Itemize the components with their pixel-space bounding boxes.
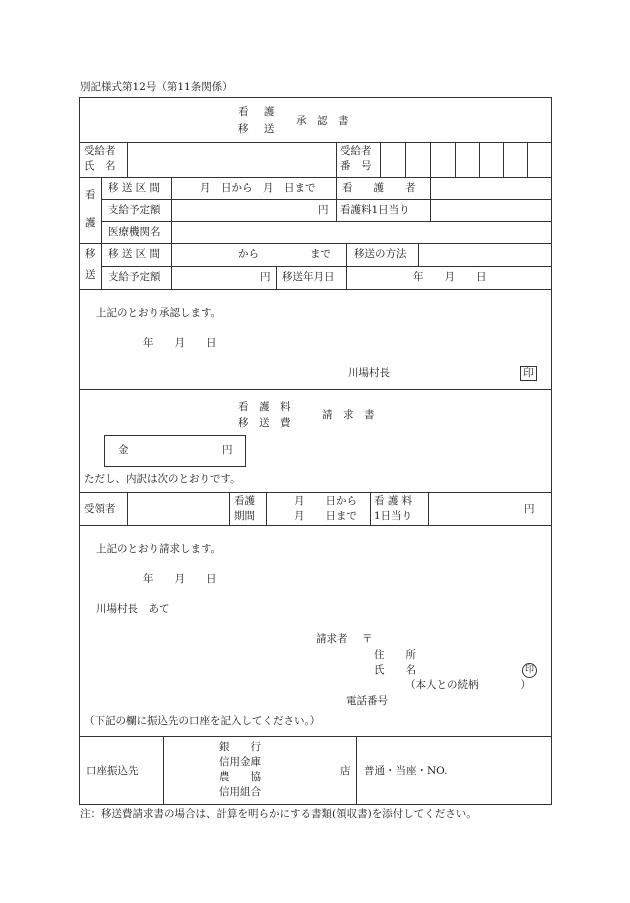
recipient-number-label-2: 番 号	[340, 160, 372, 172]
claimant-seal-mark: 印	[522, 663, 537, 678]
recipient-name-label-2: 氏 名	[84, 160, 116, 172]
payee-label: 受領者	[84, 503, 116, 515]
approval-statement: 上記のとおり承認します。	[96, 307, 222, 319]
care-fee-label: 看 護 料	[374, 495, 413, 507]
care-period-from: 月 日から	[294, 495, 357, 507]
phone-label: 電話番号	[346, 695, 388, 707]
kango-period-value: 月 日から 月 日まで	[200, 182, 316, 194]
care-period-label-2: 期間	[234, 510, 255, 522]
claim-amount-unit: 円	[222, 444, 233, 456]
care-period-label: 看護	[234, 495, 255, 507]
claim-date-line: 年 月 日	[143, 573, 217, 585]
kango-fee-label: 看護料1日当り	[340, 204, 410, 216]
breakdown-note: ただし、内訳は次のとおりです。	[84, 473, 241, 485]
bank-type-shinkumi: 信用組合	[219, 786, 261, 798]
branch-label: 店	[340, 765, 351, 777]
iso-date-value: 年 月 日	[413, 271, 487, 283]
kango-institution-label: 医療機関名	[108, 226, 161, 238]
postal-mark: 〒	[362, 633, 373, 645]
iso-to: まで	[310, 248, 331, 260]
claim-statement: 上記のとおり請求します。	[96, 543, 222, 555]
bank-note: （下記の欄に振込先の口座を記入してください。）	[84, 715, 321, 727]
bank-type-shinkin: 信用金庫	[219, 756, 261, 768]
kango-person-label: 看 護 者	[342, 182, 416, 194]
recipient-number-label: 受給者	[340, 145, 372, 157]
account-type: 普通・当座・NO.	[364, 765, 448, 777]
footer-note: 注：移送費請求書の場合は、計算を明らかにする書類(領収書)を添付してください。	[80, 808, 477, 820]
relation-label: （本人との続柄 ）	[405, 679, 531, 691]
claimant-label: 請求者	[316, 633, 348, 645]
iso-section-label: 移 送 区 間	[108, 248, 161, 260]
kango-period-label: 移 送 区 間	[108, 182, 161, 194]
care-period-to: 月 日まで	[294, 510, 357, 522]
claimant-name-label: 氏 名	[374, 664, 416, 676]
claim-addressee: 川場村長 あて	[96, 603, 170, 615]
approval-issuer: 川場村長	[348, 367, 390, 379]
approval-date-line: 年 月 日	[143, 337, 217, 349]
kango-amount-label: 支給予定額	[108, 204, 161, 216]
kango-group-label: 看	[85, 189, 96, 201]
iso-from: から	[238, 248, 259, 260]
care-fee-unit: 円	[524, 503, 535, 515]
iso-amount-unit: 円	[260, 271, 271, 283]
approval-seal-mark: 印	[520, 366, 537, 381]
kango-amount-unit: 円	[318, 204, 329, 216]
form-reference: 別記様式第12号（第11条関係）	[80, 81, 233, 93]
bank-type-bank: 銀 行	[219, 741, 261, 753]
care-fee-label-2: 1日当り	[374, 510, 413, 522]
iso-method-label: 移送の方法	[354, 248, 407, 260]
iso-group-label-2: 送	[85, 269, 96, 281]
claim-amount-prefix: 金	[118, 444, 129, 456]
bank-type-nokyo: 農 協	[219, 771, 261, 783]
recipient-name-label: 受給者	[84, 145, 116, 157]
iso-group-label: 移	[85, 248, 96, 260]
kango-group-label-2: 護	[85, 217, 96, 229]
iso-amount-label: 支給予定額	[108, 271, 161, 283]
section-divider	[79, 389, 552, 390]
transfer-label: 口座振込先	[86, 765, 139, 777]
address-label: 住 所	[374, 649, 416, 661]
iso-date-label: 移送年月日	[282, 271, 335, 283]
